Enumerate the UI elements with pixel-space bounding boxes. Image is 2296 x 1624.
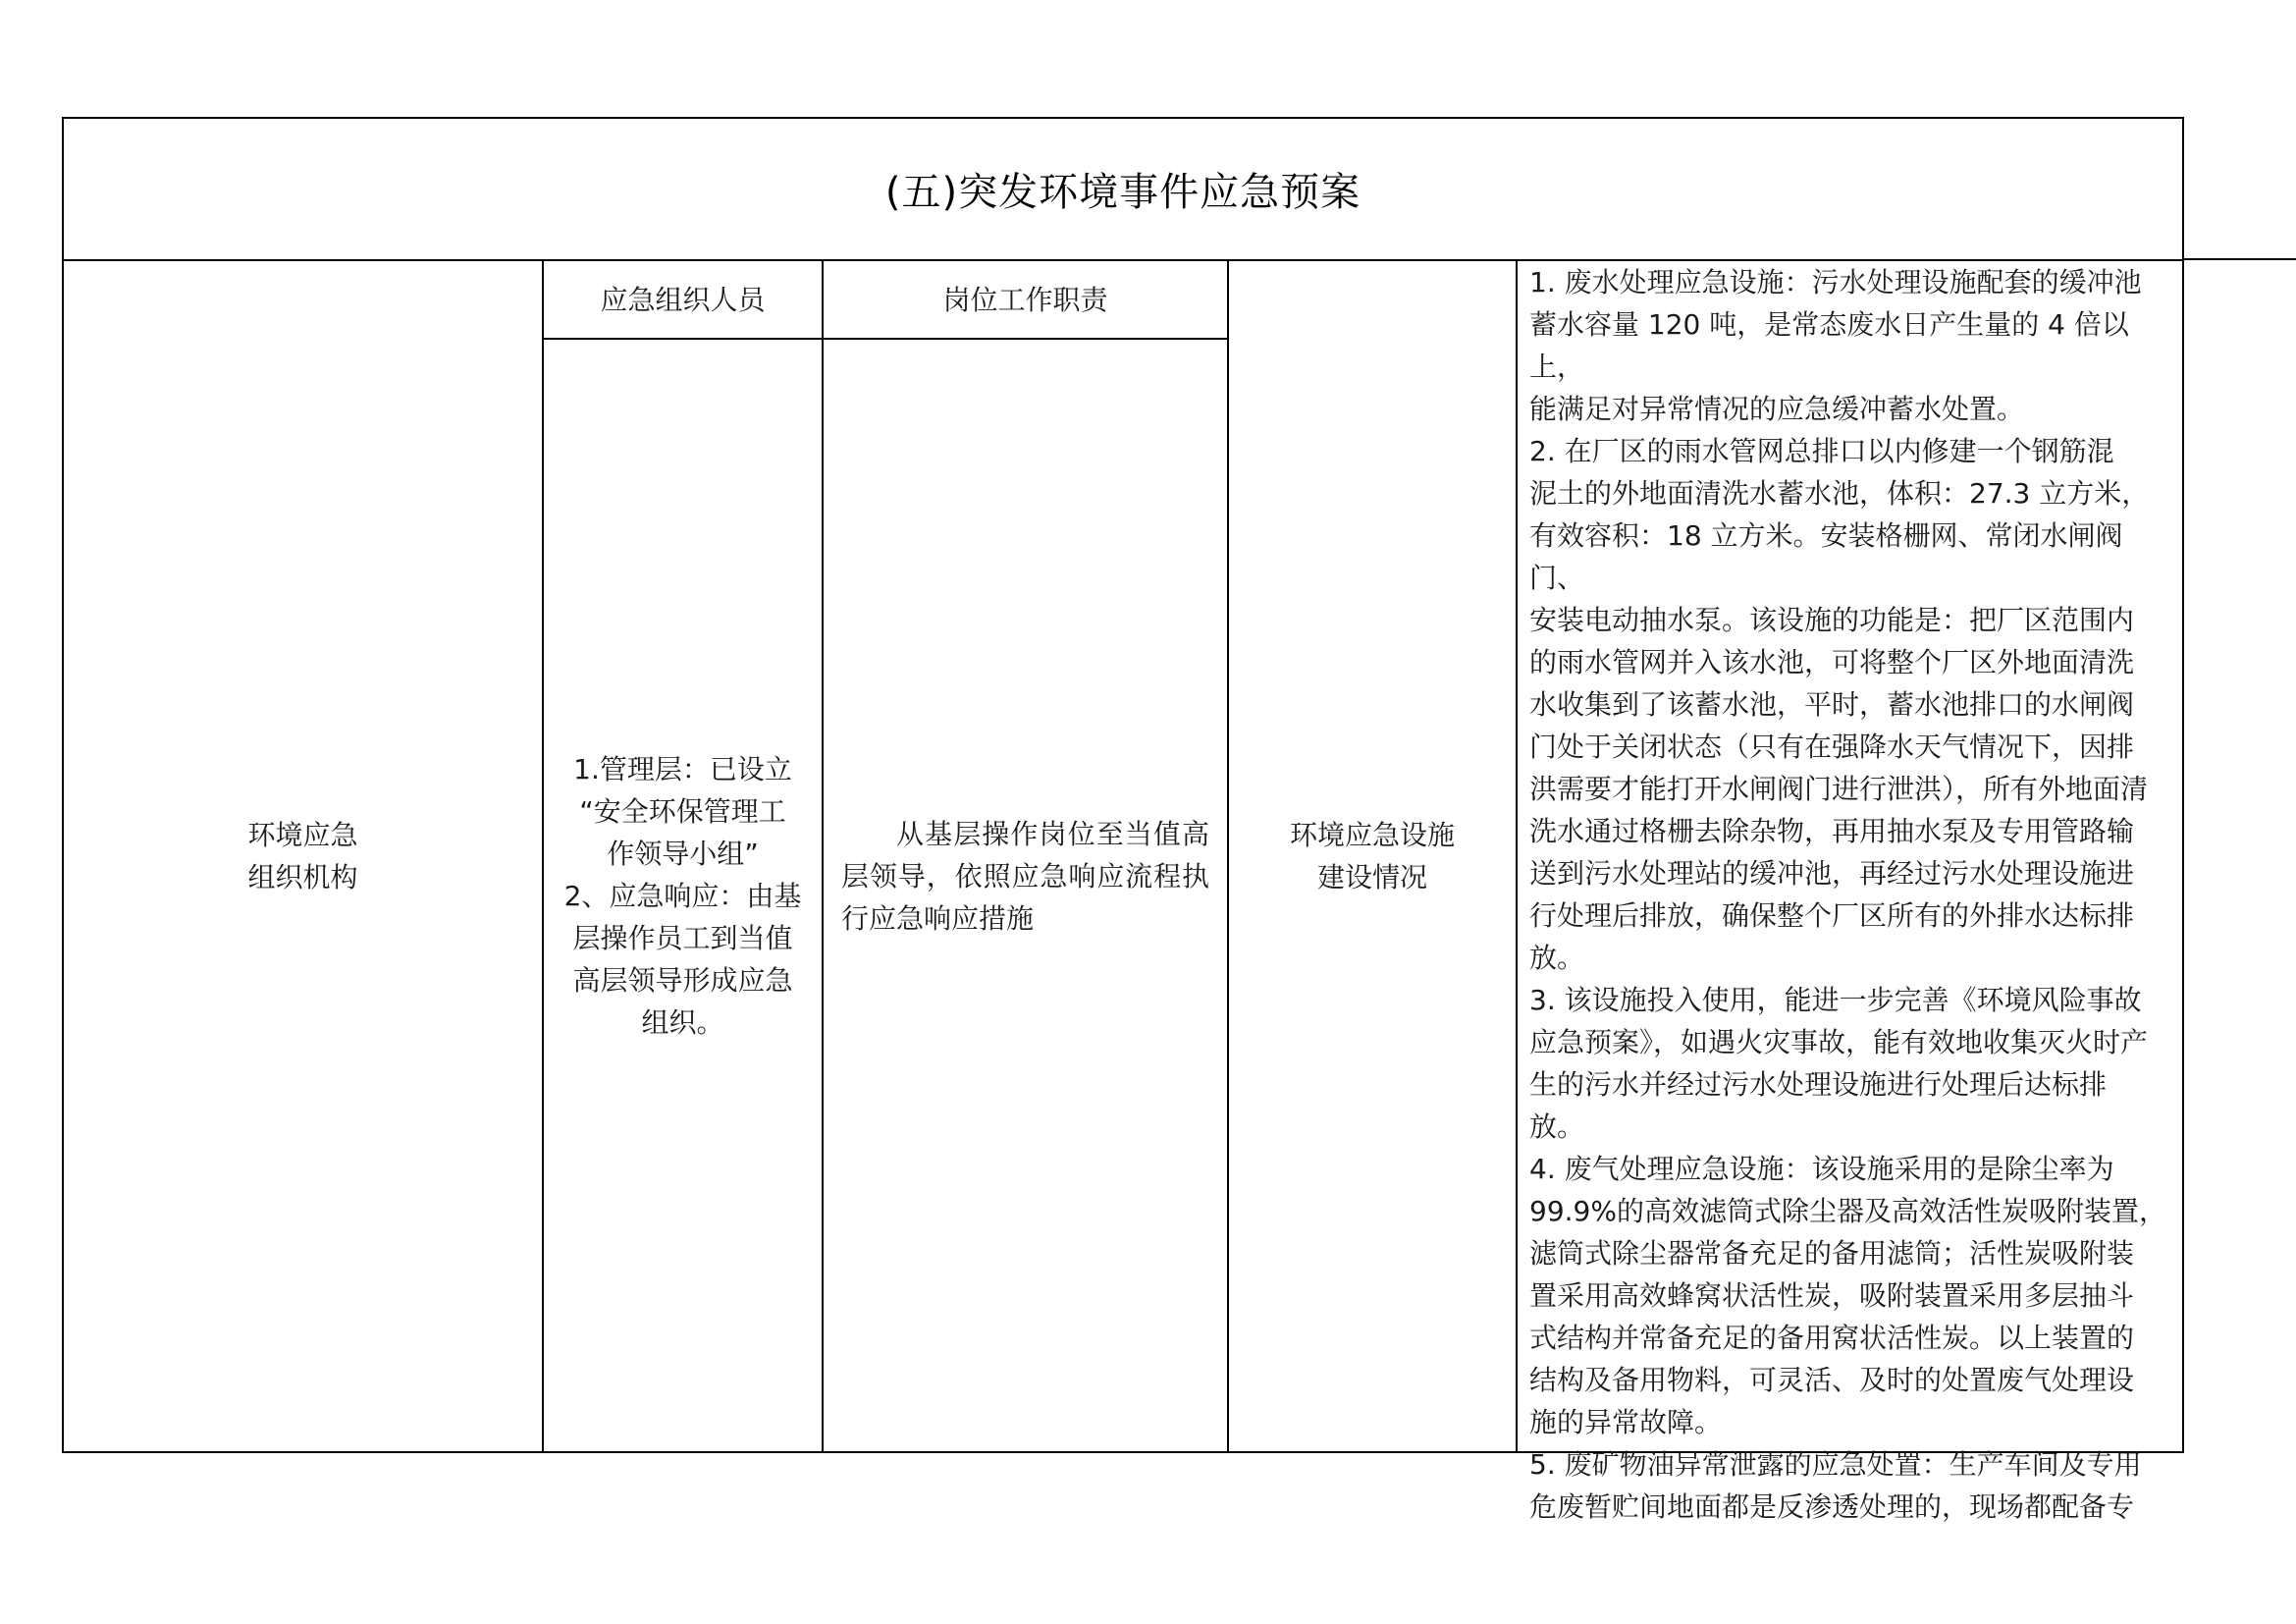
facility-line: 3. 该设施投入使用，能进一步完善《环境风险事故	[1529, 984, 2142, 1016]
facility-line: 放。	[1529, 942, 1585, 974]
org-structure-cell	[64, 261, 542, 1451]
facility-line: 4. 废气处理应急设施：该设施采用的是除尘率为	[1529, 1153, 2114, 1185]
facility-line: 有效容积：18 立方米。安装格栅网、常闭水闸阀门、	[1529, 519, 2123, 594]
facility-line: 送到污水处理站的缓冲池，再经过污水处理设施进	[1529, 857, 2135, 890]
duty-header	[824, 261, 1227, 338]
facility-line: 门处于关闭状态（只有在强降水天气情况下，因排	[1529, 731, 2135, 763]
facility-label-cell	[1229, 261, 1516, 1451]
facility-line: 蓄水容量 120 吨，是常态废水日产生量的 4 倍以上，	[1529, 308, 2129, 383]
facility-line: 洪需要才能打开水闸阀门进行泄洪），所有外地面清	[1529, 773, 2149, 805]
facility-description-cell	[1518, 261, 2182, 1523]
facility-line: 99.9%的高效滤筒式除尘器及高效活性炭吸附装置，	[1529, 1195, 2166, 1227]
facility-line: 生的污水并经过污水处理设施进行处理后达标排	[1529, 1068, 2108, 1101]
facility-line: 泥土的外地面清洗水蓄水池，体积：27.3 立方米，	[1529, 477, 2150, 510]
personnel-line: 2、应急响应：由基	[563, 879, 802, 912]
facility-line: 结构及备用物料，可灵活、及时的处置废气处理设	[1529, 1364, 2135, 1396]
facility-line: 行处理后排放，确保整个厂区所有的外排水达标排	[1529, 899, 2135, 932]
facility-line: 1. 废水处理应急设施：污水处理设施配套的缓冲池	[1529, 266, 2142, 298]
facility-line: 的雨水管网并入该水池，可将整个厂区外地面清洗	[1529, 646, 2135, 678]
personnel-cell	[544, 340, 822, 1451]
facility-line: 式结构并常备充足的备用窝状活性炭。以上装置的	[1529, 1322, 2135, 1354]
facility-line: 水收集到了该蓄水池，平时，蓄水池排口的水闸阀	[1529, 688, 2135, 721]
personnel-line: 1.管理层：已设立	[573, 752, 792, 785]
facility-line: 洗水通过格栅去除杂物，再用抽水泵及专用管路输	[1529, 815, 2135, 847]
org-label-line1: 环境应急	[247, 819, 358, 851]
facility-line: 安装电动抽水泵。该设施的功能是：把厂区范围内	[1529, 604, 2135, 636]
page-title: (五)突发环境事件应急预案	[884, 170, 1362, 215]
facility-line: 应急预案》，如遇火灾事故，能有效地收集灭火时产	[1529, 1026, 2149, 1058]
personnel-line: 高层领导形成应急	[572, 963, 793, 997]
title-extension-line	[2184, 258, 2296, 260]
title-row	[64, 119, 2182, 261]
facility-line: 5. 废矿物油异常泄露的应急处置：生产车间及专用	[1529, 1448, 2142, 1481]
duty-cell	[824, 340, 1227, 1451]
facility-line: 能满足对异常情况的应急缓冲蓄水处置。	[1529, 393, 2025, 425]
facility-line: 2. 在厂区的雨水管网总排口以内修建一个钢筋混	[1529, 435, 2114, 467]
personnel-line: “安全环保管理工	[579, 794, 786, 828]
facility-line: 危废暂贮间地面都是反渗透处理的，现场都配备专	[1529, 1490, 2135, 1523]
facility-line: 施的异常故障。	[1529, 1406, 1723, 1438]
facility-description	[1529, 261, 2172, 1528]
table-body	[64, 261, 2182, 1523]
duty-header-text: 岗位工作职责	[942, 283, 1108, 316]
duty-text: 从基层操作岗位至当值高层领导，依照应急响应流程执行应急响应措施	[841, 817, 1209, 935]
facility-line: 放。	[1529, 1110, 1585, 1143]
facility-line: 滤筒式除尘器常备充足的备用滤筒；活性炭吸附装	[1529, 1237, 2135, 1270]
facility-label-line2: 建设情况	[1316, 861, 1427, 893]
personnel-header	[544, 261, 822, 338]
org-label-line2: 组织机构	[247, 861, 358, 893]
facility-line: 置采用高效蜂窝状活性炭，吸附装置采用多层抽斗	[1529, 1279, 2135, 1312]
personnel-line: 作领导小组”	[607, 837, 759, 870]
emergency-plan-table	[62, 117, 2184, 1523]
personnel-line: 组织。	[641, 1005, 724, 1039]
personnel-header-text: 应急组织人员	[600, 283, 766, 316]
facility-label-line1: 环境应急设施	[1289, 819, 1455, 851]
personnel-line: 层操作员工到当值	[572, 921, 793, 954]
